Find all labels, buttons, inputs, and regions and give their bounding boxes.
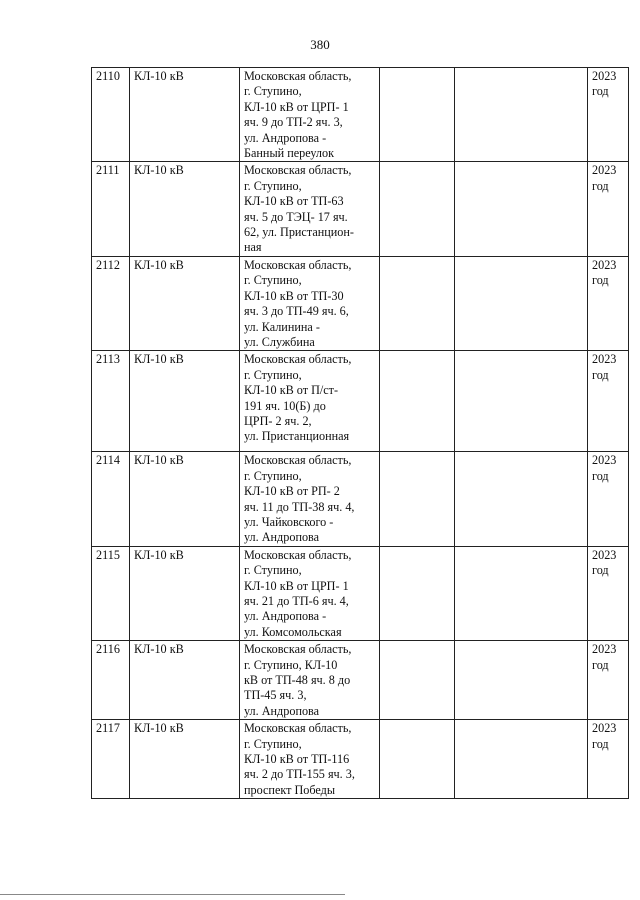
object-type: КЛ-10 кВ [130,256,240,350]
row-number: 2115 [92,546,130,640]
year-cell: 2023 год [588,452,629,546]
empty-cell [455,351,588,452]
empty-cell [455,162,588,256]
object-type: КЛ-10 кВ [130,68,240,162]
object-address: Московская область, г. Ступино, КЛ-10 кВ от ТП-116 яч. 2 до ТП-155 яч. 3, проспект Победы [240,720,380,799]
object-type: КЛ-10 кВ [130,720,240,799]
object-type: КЛ-10 кВ [130,641,240,720]
empty-cell [380,162,455,256]
year-cell: 2023 год [588,256,629,350]
empty-cell [455,546,588,640]
object-address: Московская область, г. Ступино, КЛ-10 кВ от РП- 2 яч. 11 до ТП-38 яч. 4, ул. Чайковского - ул. Андропова [240,452,380,546]
row-number: 2114 [92,452,130,546]
object-address: Московская область, г. Ступино, КЛ-10 кВ от ЦРП- 1 яч. 21 до ТП-6 яч. 4, ул. Андропова - ул. Комсомольская [240,546,380,640]
row-number: 2116 [92,641,130,720]
table-row [92,641,629,720]
object-address: Московская область, г. Ступино, КЛ-10 кВ от ТП-63 яч. 5 до ТЭЦ- 17 яч. 62, ул. Пристанцион- ная [240,162,380,256]
table-row [92,720,629,799]
empty-cell [380,452,455,546]
empty-cell [455,68,588,162]
empty-cell [455,256,588,350]
object-address: Московская область, г. Ступино, КЛ-10 кВ от ЦРП- 1 яч. 9 до ТП-2 яч. 3, ул. Андропова - Банный переулок [240,68,380,162]
empty-cell [455,720,588,799]
row-number: 2112 [92,256,130,350]
empty-cell [380,720,455,799]
year-cell: 2023 год [588,720,629,799]
object-type: КЛ-10 кВ [130,162,240,256]
row-number: 2117 [92,720,130,799]
table-row [92,256,629,350]
object-type: КЛ-10 кВ [130,546,240,640]
table-row [92,68,629,162]
empty-cell [380,351,455,452]
year-cell: 2023 год [588,351,629,452]
object-type: КЛ-10 кВ [130,351,240,452]
empty-cell [380,546,455,640]
scan-edge-line [0,894,345,895]
empty-cell [455,641,588,720]
table-row [92,546,629,640]
year-cell: 2023 год [588,68,629,162]
empty-cell [455,452,588,546]
row-number: 2110 [92,68,130,162]
object-address: Московская область, г. Ступино, КЛ-10 кВ от ТП-30 яч. 3 до ТП-49 яч. 6, ул. Калинина - ул. Службина [240,256,380,350]
registry-table [91,67,629,799]
page-number: 380 [310,37,330,52]
table-row [92,351,629,452]
object-type: КЛ-10 кВ [130,452,240,546]
table-row [92,452,629,546]
row-number: 2111 [92,162,130,256]
empty-cell [380,256,455,350]
row-number: 2113 [92,351,130,452]
object-address: Московская область, г. Ступино, КЛ-10 кВ от П/ст- 191 яч. 10(Б) до ЦРП- 2 яч. 2, ул. Пристанционная [240,351,380,452]
table-row [92,162,629,256]
object-address: Московская область, г. Ступино, КЛ-10 кВ от ТП-48 яч. 8 до ТП-45 яч. 3, ул. Андропова [240,641,380,720]
year-cell: 2023 год [588,162,629,256]
empty-cell [380,68,455,162]
year-cell: 2023 год [588,641,629,720]
empty-cell [380,641,455,720]
year-cell: 2023 год [588,546,629,640]
